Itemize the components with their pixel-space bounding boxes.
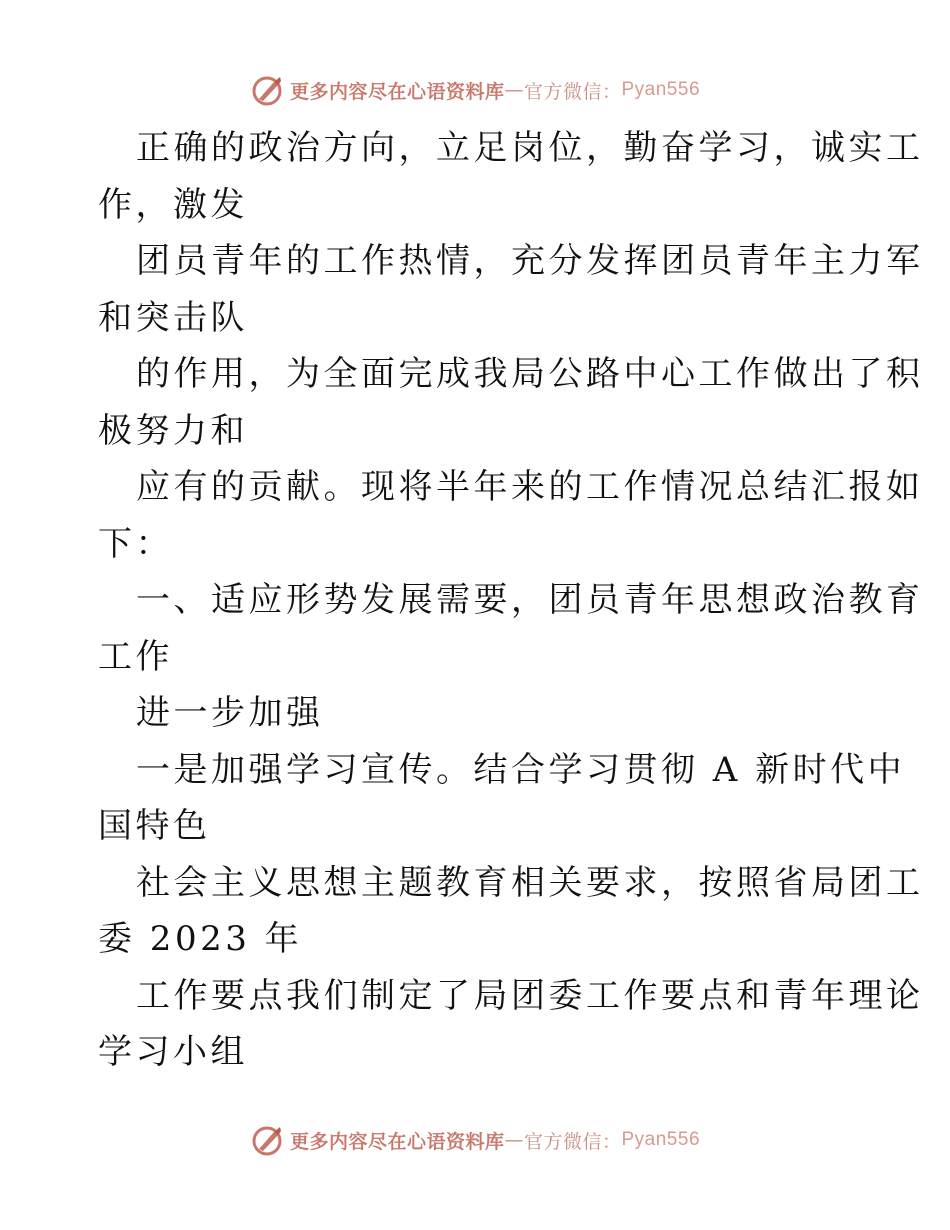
text-line: 一、适应形势发展需要，团员青年思想政治教育	[136, 580, 924, 620]
text-line: 社会主义思想主题教育相关要求，按照省局团工	[136, 862, 924, 903]
watermark-main-text: 更多内容尽在心语资料库	[289, 1130, 505, 1153]
text-line: 的作用，为全面完成我局公路中心工作做出了积	[136, 354, 924, 394]
text-line: 应有的贡献。现将半年来的工作情况总结汇报如	[136, 467, 924, 507]
watermark-wechat-id: Pyan556	[621, 79, 701, 100]
text-line: 委 2023 年	[98, 919, 303, 959]
watermark-dash: —	[504, 79, 524, 101]
text-line: 学习小组	[98, 1032, 248, 1072]
text-line: 国特色	[98, 806, 211, 846]
pen-logo-icon	[250, 73, 284, 107]
text-line: 团员青年的工作热情，充分发挥团员青年主力军	[136, 241, 924, 281]
text-line: 下：	[98, 523, 173, 564]
document-body	[98, 120, 924, 1081]
watermark-wechat-label: 官方微信：	[523, 80, 622, 103]
watermark-main-text: 更多内容尽在心语资料库	[289, 80, 505, 103]
text-line: 进一步加强	[136, 693, 324, 733]
footer-watermark	[0, 1120, 950, 1160]
text-line: 正确的政治方向，立足岗位，勤奋学习，诚实工	[136, 128, 924, 168]
text-line: 作，激发	[98, 184, 248, 225]
text-line: 工作要点我们制定了局团委工作要点和青年理论	[136, 975, 924, 1016]
text-line: 和突击队	[98, 297, 248, 338]
text-line: 一是加强学习宣传。结合学习贯彻 A 新时代中	[136, 749, 906, 790]
watermark-dash: —	[504, 1129, 524, 1151]
pen-logo-icon	[250, 1123, 284, 1157]
text-line: 工作	[98, 636, 173, 677]
header-watermark	[0, 70, 950, 110]
text-line: 极努力和	[98, 410, 248, 451]
watermark-wechat-id: Pyan556	[621, 1129, 701, 1150]
watermark-wechat-label: 官方微信：	[523, 1130, 622, 1153]
